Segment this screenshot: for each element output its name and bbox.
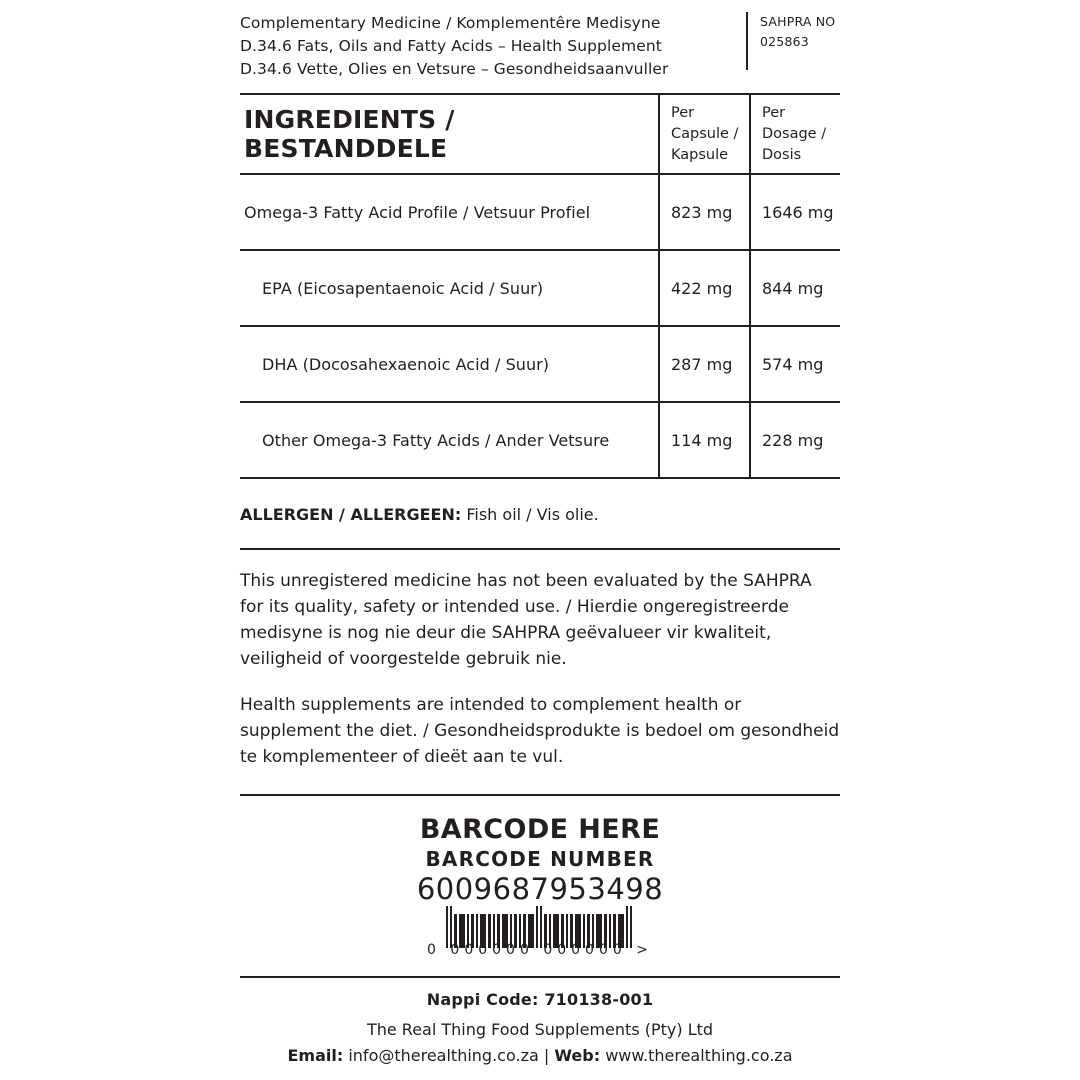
ingredients-table — [240, 93, 840, 479]
company-name: The Real Thing Food Supplements (Pty) Ltd — [366, 1020, 714, 1039]
barcode-digits-right: 000000 — [543, 942, 627, 958]
classification-line-2: D.34.6 Fats, Oils and Fatty Acids – Health Supplement — [240, 37, 662, 55]
column-header-per-dosage — [749, 95, 840, 173]
allergen-statement — [240, 505, 840, 524]
ingredient-per-dosage: 1646 mg — [762, 202, 834, 222]
ingredient-name-cell — [240, 403, 658, 477]
allergen-label: ALLERGEN / ALLERGEEN: — [240, 505, 462, 524]
ingredient-name-cell — [240, 327, 658, 401]
ingredient-per-capsule: 823 mg — [671, 202, 733, 222]
contact-separator: | — [543, 1046, 550, 1065]
label-header — [240, 0, 840, 81]
ingredient-name: EPA (Eicosapentaenoic Acid / Suur) — [262, 278, 544, 298]
barcode-title: BARCODE HERE — [419, 814, 661, 845]
ingredient-per-capsule: 287 mg — [671, 354, 733, 374]
barcode-left-digit: 0 — [427, 942, 441, 958]
barcode-digits-left: 000000 — [450, 942, 534, 958]
table-row — [240, 327, 840, 403]
ingredient-name-cell — [240, 251, 658, 325]
medicine-classification — [240, 12, 746, 81]
per-dosage-line-3: Dosis — [762, 146, 802, 163]
divider — [240, 548, 840, 550]
ingredient-per-dosage-cell — [749, 251, 840, 325]
product-label — [240, 0, 840, 1080]
column-header-per-capsule — [658, 95, 749, 173]
classification-line-3: D.34.6 Vette, Olies en Vetsure – Gesondheidsaanvuller — [240, 60, 669, 78]
ingredient-per-capsule-cell — [658, 327, 749, 401]
ingredient-per-dosage: 844 mg — [762, 278, 824, 298]
sahpra-label: SAHPRA NO — [760, 14, 836, 29]
allergen-value: Fish oil / Vis olie. — [466, 505, 599, 524]
ingredient-name: Other Omega-3 Fatty Acids / Ander Vetsure — [262, 430, 610, 450]
table-header-row — [240, 95, 840, 175]
ingredient-name: DHA (Docosahexaenoic Acid / Suur) — [262, 354, 550, 374]
web-label: Web: — [554, 1046, 601, 1065]
ingredient-per-capsule-cell — [658, 251, 749, 325]
ingredient-per-capsule: 114 mg — [671, 430, 733, 450]
barcode-number: 6009687953498 — [416, 872, 664, 906]
contact-line — [240, 1046, 840, 1065]
email-value[interactable]: info@therealthing.co.za — [348, 1046, 539, 1065]
ingredient-per-dosage-cell — [749, 327, 840, 401]
ingredient-per-capsule-cell — [658, 175, 749, 249]
barcode-digits — [240, 942, 840, 958]
web-value[interactable]: www.therealthing.co.za — [605, 1046, 793, 1065]
barcode-right-symbol: > — [636, 942, 653, 958]
table-row — [240, 403, 840, 479]
ingredient-per-dosage-cell — [749, 403, 840, 477]
sahpra-number: 025863 — [760, 34, 809, 49]
table-row — [240, 175, 840, 251]
per-capsule-line-2: Capsule / — [671, 125, 739, 142]
ingredient-per-dosage-cell — [749, 175, 840, 249]
nappi-code: Nappi Code: 710138-001 — [426, 990, 654, 1009]
ingredient-per-dosage: 574 mg — [762, 354, 824, 374]
disclaimer-supplement: Health supplements are intended to complement health or supplement the diet. / Gesondheidsprodukte is bedoel om gesondheid te komplementeer of dieët aan te vul. — [240, 695, 840, 767]
per-capsule-line-3: Kapsule — [671, 146, 729, 163]
ingredient-name-cell — [240, 175, 658, 249]
ingredients-title: INGREDIENTS / BESTANDDELE — [244, 105, 455, 163]
sahpra-block — [746, 12, 835, 70]
label-footer — [240, 976, 840, 1065]
table-row — [240, 251, 840, 327]
per-dosage-line-2: Dosage / — [762, 125, 827, 142]
barcode-section — [240, 794, 840, 958]
ingredient-per-capsule: 422 mg — [671, 278, 733, 298]
ingredient-per-capsule-cell — [658, 403, 749, 477]
classification-line-1: Complementary Medicine / Komplementêre Medisyne — [240, 14, 661, 32]
email-label: Email: — [287, 1046, 344, 1065]
disclaimer-sahpra: This unregistered medicine has not been evaluated by the SAHPRA for its quality, safety or intended use. / Hierdie ongeregistreerde medisyne is nog nie deur die SAHPRA geëvalueer vir kwaliteit, veiligheid of voorgestelde gebruik nie. — [240, 571, 812, 669]
ingredient-per-dosage: 228 mg — [762, 430, 824, 450]
barcode-subtitle: BARCODE NUMBER — [425, 847, 655, 871]
per-capsule-line-1: Per — [671, 104, 695, 121]
per-dosage-line-1: Per — [762, 104, 786, 121]
ingredient-name: Omega-3 Fatty Acid Profile / Vetsuur Profiel — [244, 202, 591, 222]
